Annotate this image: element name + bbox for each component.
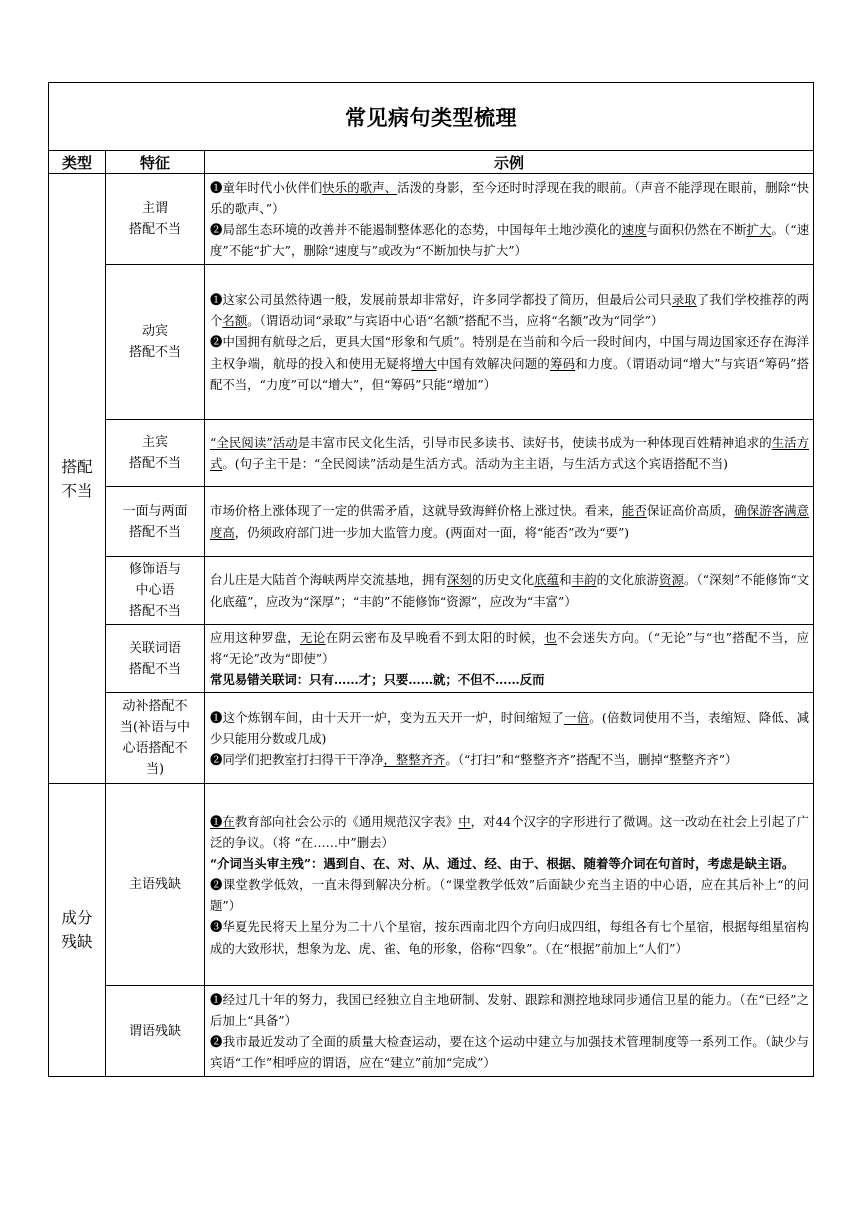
- type-label-line: 成分: [61, 909, 93, 928]
- tip-text: 常见易错关联词：只有……才；只要……就；不但不……反而: [210, 672, 545, 688]
- example-sentence: 市场价格上涨体现了一定的供需矛盾，这就导致海鲜价格上涨过快。看来，能否保证高价高质，确保游客满意度高，仍须政府部门进一步加大监管力度。(两面对一面，将“能否”改为“要”): [210, 503, 810, 540]
- feature-label: 主宾: [141, 435, 168, 450]
- example-sentence: ❸华夏先民将天上星分为二十八个星宿，按东西南北四个方向归成四组，每组各有七个星宿，根据每组星宿构成的大致形状，想象为龙、虎、雀、龟的形象，俗称“四象”。（在“根据”前加上“人们”）: [210, 919, 810, 956]
- feature-label: 搭配不当: [128, 222, 181, 237]
- example-sentence: 应用这种罗盘，无论在阴云密布及早晚看不到太阳的时候，也不会迷失方向。（“无论”与“也”搭配不当，应将“无论”改为“即使”）: [210, 630, 810, 667]
- document-page: [48, 82, 813, 1077]
- type-label-line: 不当: [61, 481, 93, 500]
- feature-cell: [106, 174, 205, 265]
- example-cell: [205, 625, 814, 693]
- feature-label: 动宾: [141, 324, 168, 339]
- example-sentence: 台儿庄是大陆首个海峡两岸交流基地，拥有深刻的历史文化底蕴和丰韵的文化旅游资源。（“深刻”不能修饰“文化底蕴”，应改为“深厚”；“丰韵”不能修饰“资源”，应改为“丰富”）: [210, 572, 810, 609]
- feature-label: 主谓: [141, 201, 168, 216]
- example-cell: [205, 557, 814, 625]
- header-type: 类型: [49, 151, 106, 174]
- example-cell: [205, 420, 814, 487]
- feature-cell: [106, 557, 205, 625]
- feature-cell: [106, 265, 205, 420]
- feature-label: 关联词语: [128, 640, 181, 656]
- feature-label: 当): [145, 762, 165, 778]
- type-label-line: 搭配: [61, 457, 93, 476]
- feature-label: 搭配不当: [128, 456, 181, 471]
- table-row: [49, 487, 814, 557]
- table-row: [49, 265, 814, 420]
- example-cell: [205, 265, 814, 420]
- example-cell: [205, 986, 814, 1077]
- header-feature: 特征: [106, 151, 205, 174]
- feature-cell: 主语残缺: [106, 784, 205, 986]
- table-row: [49, 986, 814, 1077]
- example-sentence: ❶这家公司虽然待遇一般，发展前景却非常好，许多同学都投了简历，但最后公司只录取了我们学校推荐的两个名额。（谓语动词“录取”与宾语中心语“名额”搭配不当，应将“名额”改为“同学”）: [210, 292, 810, 329]
- feature-label: 一面与两面: [122, 503, 188, 519]
- example-sentence: ❷我市最近发动了全面的质量大检查运动，要在这个运动中建立与加强技术管理制度等一系列工作。（缺少与宾语“工作”相呼应的谓语，应在“建立”前加“完成”）: [210, 1034, 810, 1071]
- feature-cell: [106, 693, 205, 784]
- feature-label: 心语搭配不: [122, 741, 188, 757]
- table-row: [49, 625, 814, 693]
- example-sentence: ❶童年时代小伙伴们快乐的歌声、活泼的身影，至今还时时浮现在我的眼前。（声音不能浮现在眼前，删除“快乐的歌声、”）: [210, 179, 810, 216]
- example-cell: [205, 784, 814, 986]
- table-row: [49, 693, 814, 784]
- header-example: 示例: [205, 151, 814, 174]
- feature-label: 搭配不当: [128, 604, 181, 619]
- table-header-row: [49, 151, 814, 174]
- example-sentence: ❷同学们把教室打扫得干干净净，整整齐齐。（“打扫”和“整整齐齐”搭配不当，删掉“整整齐齐”）: [210, 751, 738, 767]
- example-cell: [205, 693, 814, 784]
- example-sentence: ❷课堂教学低效，一直未得到解决分析。（“课堂教学低效”后面缺少充当主语的中心语，应在其后补上“的问题”）: [210, 877, 810, 914]
- example-cell: [205, 174, 814, 265]
- feature-label: 搭配不当: [128, 345, 181, 360]
- page-title: 常见病句类型梳理: [49, 83, 814, 151]
- feature-cell: 谓语残缺: [106, 986, 205, 1077]
- feature-label: 修饰语与: [128, 562, 181, 577]
- feature-label: 当(补语与中: [119, 720, 191, 736]
- example-sentence: ❷局部生态环境的改善并不能遏制整体恶化的态势，中国每年土地沙漠化的速度与面积仍然在不断扩大。（“速度”不能“扩大”，删除“速度与”或改为“不断加快与扩大”）: [210, 222, 810, 259]
- feature-label: 搭配不当: [128, 661, 181, 677]
- feature-label: 动补搭配不: [122, 699, 188, 715]
- table-row: [49, 174, 814, 265]
- type-cell-mismatch: [49, 174, 106, 784]
- tip-text: “介词当头审主残”：遇到自、在、对、从、通过、经、由于、根据、随着等介词在句首时，考虑是缺主语。: [210, 856, 795, 872]
- example-cell: [205, 487, 814, 557]
- example-sentence: ❶这个炼钢车间，由十天开一炉，变为五天开一炉，时间缩短了一倍。(倍数词使用不当，表缩短、降低、减少只能用分数或几成): [210, 709, 810, 746]
- type-label-line: 残缺: [61, 933, 93, 952]
- feature-label: 中心语: [135, 583, 175, 598]
- feature-label: 搭配不当: [128, 524, 181, 540]
- example-sentence: ❶在教育部向社会公示的《通用规范汉字表》中，对44个汉字的字形进行了微调。这一改动在社会上引起了广泛的争议。（将 “在……中”删去）: [210, 813, 810, 851]
- table-row: [49, 557, 814, 625]
- feature-cell: [106, 420, 205, 487]
- feature-cell: [106, 625, 205, 693]
- example-sentence: ❷中国拥有航母之后，更具大国“形象和气质”。特别是在当前和今后一段时间内，中国与周边国家还存在海洋主权争端，航母的投入和使用无疑将增大中国有效解决问题的筹码和力度。（谓语动词“增大”与宾语“筹码”搭配不当，“力度”可以“增大”，但“筹码”只能“增加”）: [210, 334, 810, 392]
- table-row: [49, 784, 814, 986]
- example-sentence: ❶经过几十年的努力，我国已经独立自主地研制、发射、跟踪和测控地球同步通信卫星的能力。（在“已经”之后加上“具备”）: [210, 992, 810, 1029]
- error-types-table: [48, 82, 814, 1077]
- feature-cell: [106, 487, 205, 557]
- example-sentence: “全民阅读”活动是丰富市民文化生活，引导市民多读书、读好书，使读书成为一种体现百姓精神追求的生活方式。(句子主干是：“全民阅读”活动是生活方式。活动为主主语，与生活方式这个宾语搭配不当): [210, 434, 810, 471]
- type-cell-missing: [49, 784, 106, 1077]
- table-row: [49, 420, 814, 487]
